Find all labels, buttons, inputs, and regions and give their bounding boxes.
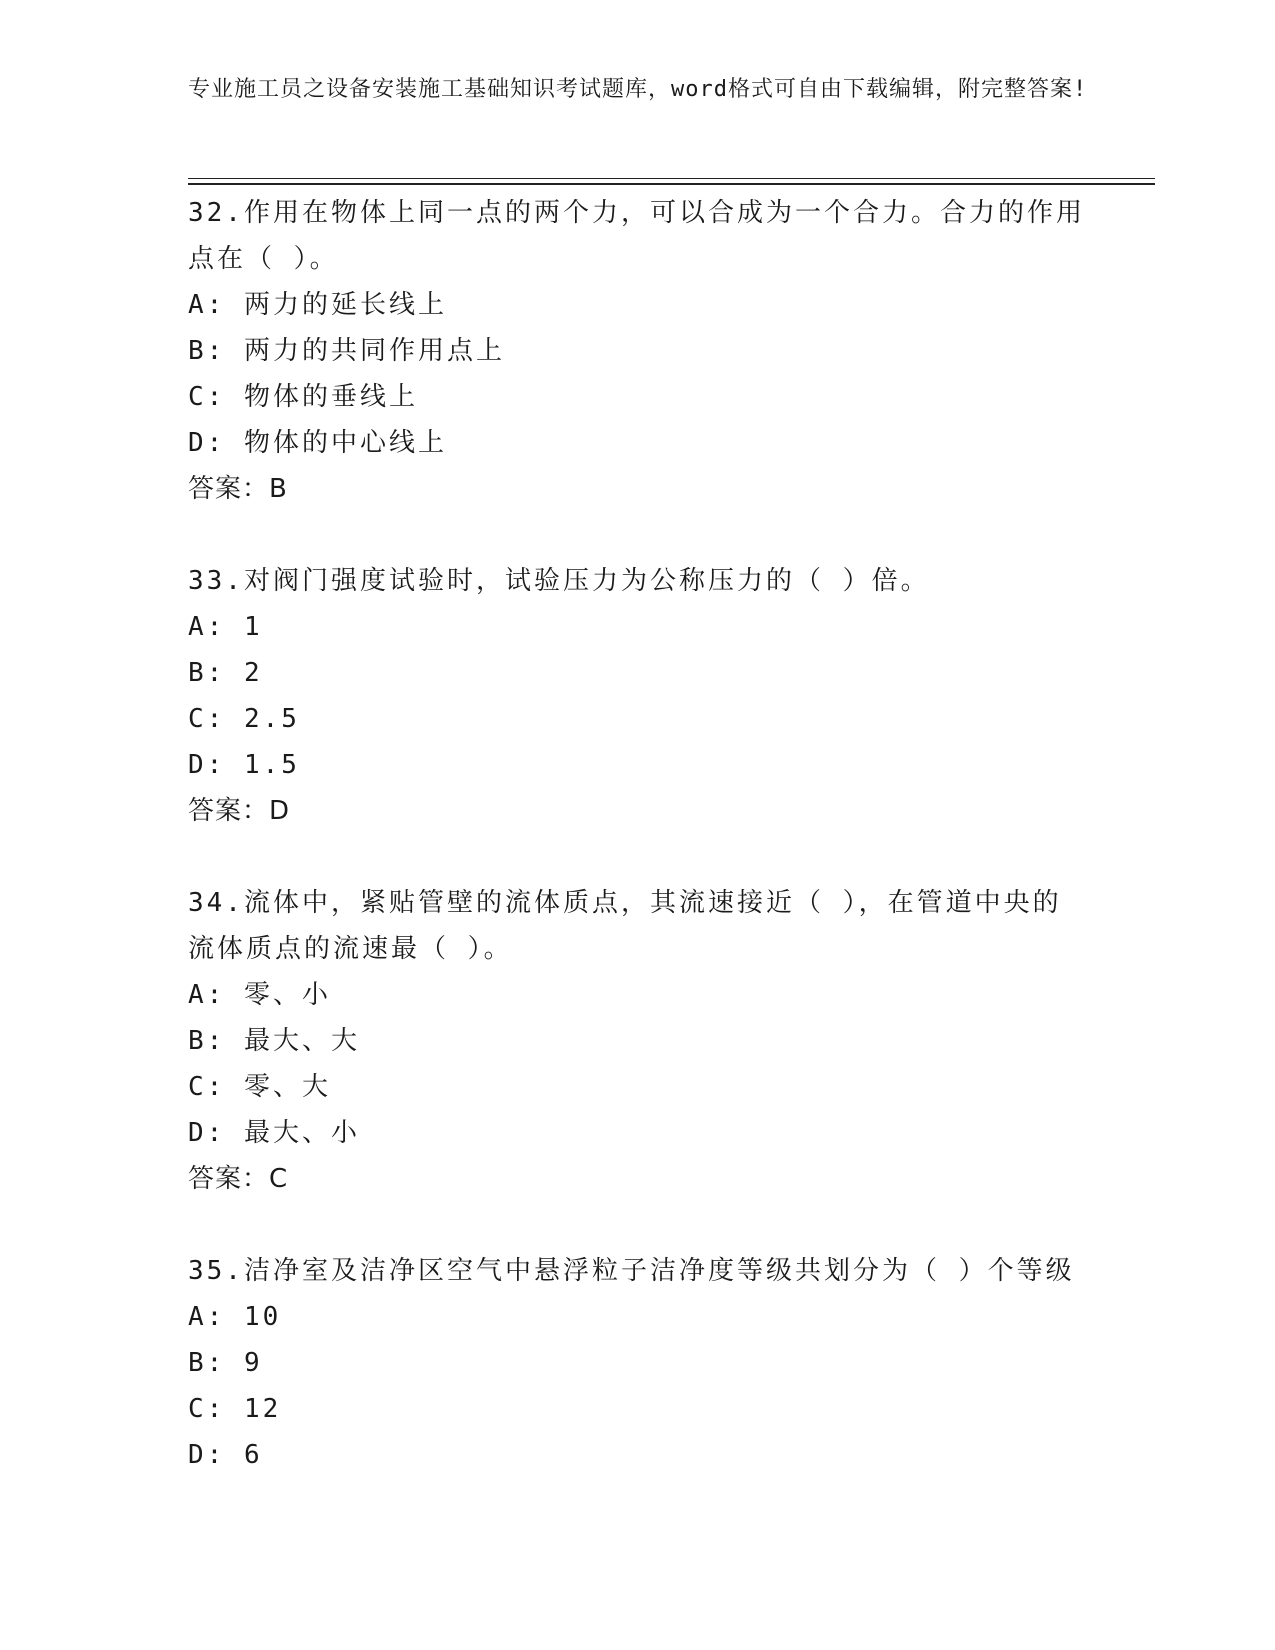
question-list [188, 190, 1088, 1478]
question-34 [188, 880, 1088, 1202]
question-stem: 35.洁净室及洁净区空气中悬浮粒子洁净度等级共划分为（ ）个等级 [188, 1256, 1075, 1286]
question-stem: 32.作用在物体上同一点的两个力，可以合成为一个合力。合力的作用点在（ ）。 [188, 198, 1085, 274]
option-d: D: 6 [188, 1440, 263, 1470]
question-stem: 33.对阀门强度试验时，试验压力为公称压力的（ ）倍。 [188, 566, 930, 596]
answer: 答案：B [188, 474, 288, 504]
option-c: C: 零、大 [188, 1072, 331, 1102]
question-32 [188, 190, 1088, 512]
option-b: B: 9 [188, 1348, 263, 1378]
question-gap [188, 512, 1088, 558]
option-c: C: 物体的垂线上 [188, 382, 418, 412]
question-stem: 34.流体中，紧贴管壁的流体质点，其流速接近（ ），在管道中央的流体质点的流速最（ ）。 [188, 888, 1062, 964]
option-c: C: 2.5 [188, 704, 300, 734]
question-gap [188, 834, 1088, 880]
question-gap [188, 1202, 1088, 1248]
option-b: B: 最大、大 [188, 1026, 360, 1056]
header-divider-thick [188, 183, 1155, 185]
option-d: D: 最大、小 [188, 1118, 360, 1148]
option-a: A: 两力的延长线上 [188, 290, 447, 320]
option-b: B: 两力的共同作用点上 [188, 336, 505, 366]
option-b: B: 2 [188, 658, 263, 688]
question-35 [188, 1248, 1088, 1478]
question-33 [188, 558, 1088, 834]
option-d: D: 1.5 [188, 750, 300, 780]
header-divider-thin [188, 178, 1155, 179]
option-a: A: 零、小 [188, 980, 331, 1010]
answer: 答案：C [188, 1164, 289, 1194]
option-d: D: 物体的中心线上 [188, 428, 447, 458]
option-a: A: 1 [188, 612, 263, 642]
option-c: C: 12 [188, 1394, 282, 1424]
document-header: 专业施工员之设备安装施工基础知识考试题库，word格式可自由下载编辑，附完整答案! [188, 77, 1088, 102]
option-a: A: 10 [188, 1302, 282, 1332]
answer: 答案：D [188, 796, 291, 826]
